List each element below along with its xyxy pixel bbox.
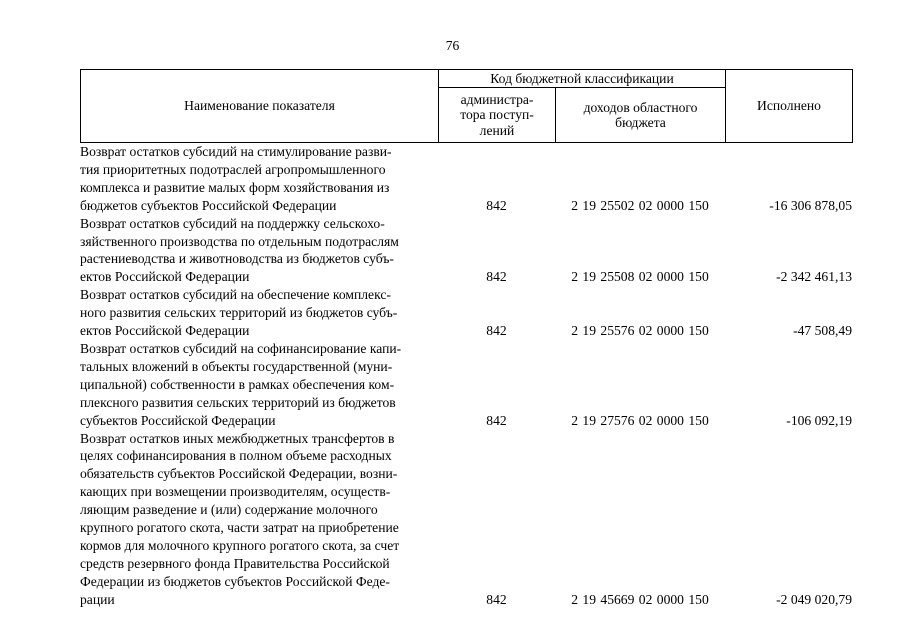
row-indicator-name [80,430,438,609]
header-revenue-line: бюджета [615,115,666,130]
row-revenue-code: 2 19 27576 02 0000 150 [571,412,709,428]
row-admin-code: 842 [486,269,507,285]
header-indicator-name: Наименование показателя [81,70,439,143]
header-budget-classification-code: Код бюджетной классификации [439,70,726,88]
row-revenue-code: 2 19 45669 02 0000 150 [571,591,709,607]
row-name-line: обязательств субъектов Российской Федерации, возни- [80,466,398,482]
row-name-line: Возврат остатков иных межбюджетных трансфертов в [80,430,395,446]
row-name-line: ного развития сельских территорий из бюджетов субъ- [80,305,398,321]
table-row [80,430,852,609]
table-row [80,215,852,287]
page-number: 76 [445,38,460,53]
row-name-line: растениеводства и животноводства из бюджетов субъ- [80,251,394,267]
row-indicator-name [80,215,438,287]
row-name-line: крупного рогатого скота, части затрат на приобретение [80,520,399,536]
header-revenue-line: доходов областного [583,99,698,115]
row-name-line: рации [80,591,115,607]
table-body [80,143,852,609]
row-name-line: Федерации из бюджетов субъектов Российской Феде- [80,573,390,589]
row-name-line: целях софинансирования в полном объеме расходных [80,448,392,464]
row-admin-code: 842 [486,197,507,213]
row-executed-amount: -2 049 020,79 [776,591,852,607]
row-revenue-code: 2 19 25508 02 0000 150 [571,269,709,285]
row-name-line: Возврат остатков субсидий на поддержку сельскохо- [80,215,385,231]
row-name-line: ципальной) собственности в рамках обеспечения ком- [80,376,395,392]
row-name-line: зяйственного производства по отдельным подотраслям [80,233,399,249]
row-indicator-name [80,143,438,215]
table-row [80,340,852,430]
row-name-line: комплекса и развитие малых форм хозяйствования из [80,179,390,195]
row-name-line: кающих при возмещении производителям, осуществ- [80,484,391,500]
row-name-line: субъектов Российской Федерации [80,412,276,428]
row-executed-amount: -2 342 461,13 [776,269,852,285]
header-executed: Исполнено [726,70,853,143]
row-name-line: средств резервного фонда Правительства Российской [80,555,390,571]
row-name-line: ектов Российской Федерации [80,269,250,285]
row-name-line: ляющим разведение и (или) содержание молочного [80,502,378,518]
row-admin-code: 842 [486,591,507,607]
row-name-line: кормов для молочного крупного рогатого скота, за счет [80,537,400,553]
row-admin-code: 842 [486,323,507,339]
table-header [80,69,853,143]
row-revenue-code: 2 19 25576 02 0000 150 [571,323,709,339]
row-name-line: Возврат остатков субсидий на стимулирование разви- [80,144,392,159]
row-name-line: ектов Российской Федерации [80,323,250,339]
table-row [80,143,852,215]
row-executed-amount: -47 508,49 [793,323,852,339]
row-indicator-name [80,340,438,430]
row-admin-code: 842 [486,412,507,428]
row-executed-amount: -106 092,19 [786,412,852,428]
header-admin-line: тора поступ- [460,107,534,123]
row-name-line: Возврат остатков субсидий на обеспечение комплекс- [80,287,391,303]
row-name-line: плексного развития сельских территорий из бюджетов [80,394,396,410]
header-revenue-administrator [439,88,556,143]
row-name-line: бюджетов субъектов Российской Федерации [80,197,337,213]
row-name-line: тальных вложений в объекты государственной (муни- [80,358,393,374]
table-row [80,286,852,340]
header-admin-line: лений [479,122,515,138]
row-indicator-name [80,286,438,340]
row-name-line: Возврат остатков субсидий на софинансирование капи- [80,340,402,356]
header-regional-budget-revenue [556,88,726,143]
row-revenue-code: 2 19 25502 02 0000 150 [571,197,709,213]
header-admin-line: администра- [460,91,534,107]
row-name-line: тия приоритетных подотраслей агропромышленного [80,161,386,177]
row-executed-amount: -16 306 878,05 [769,197,852,213]
